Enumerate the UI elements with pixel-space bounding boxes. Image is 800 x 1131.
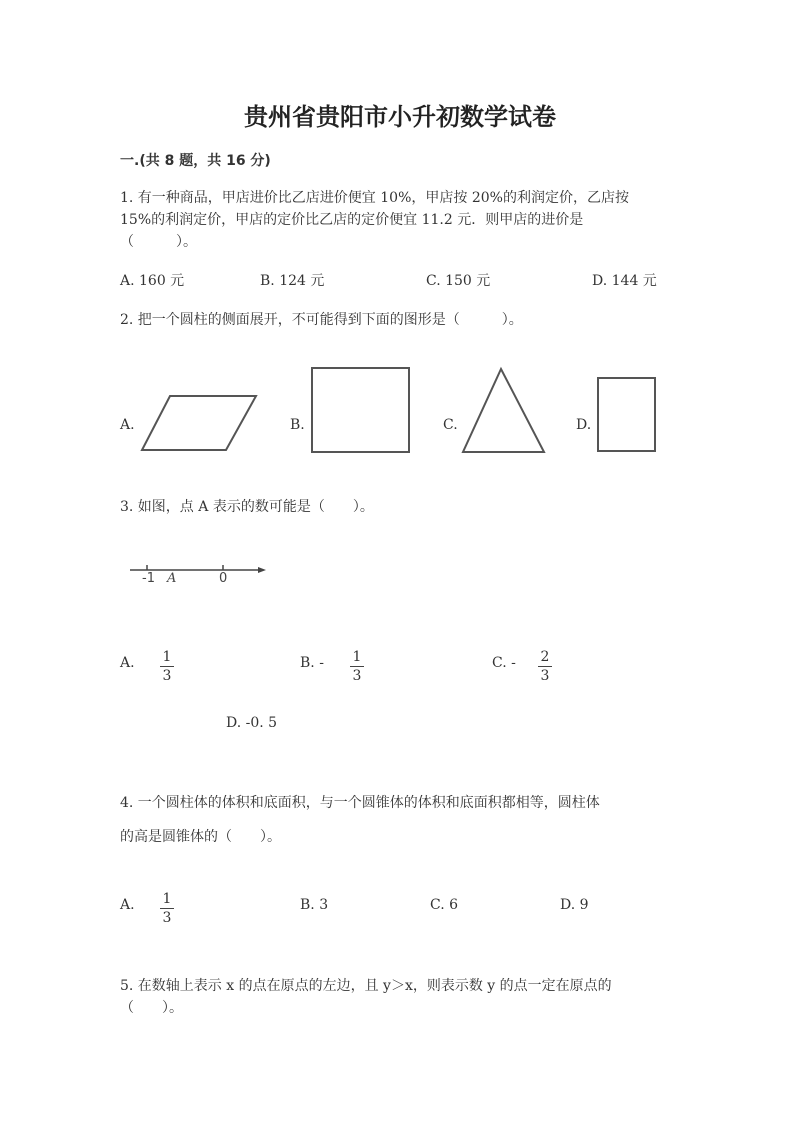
fraction-denominator: 3 [352, 668, 362, 684]
question-4-option-a-fraction [160, 891, 174, 926]
page-title: 贵州省贵阳市小升初数学试卷 [244, 103, 556, 131]
question-2-label-c: C. [443, 417, 458, 433]
number-line-label-minus-one: -1 [142, 571, 155, 586]
triangle-shape [460, 366, 548, 456]
question-4-option-b: B. 3 [300, 897, 329, 913]
number-line-label-a: A [167, 571, 177, 586]
question-3-option-a-prefix: A. [120, 655, 135, 671]
section-heading: 一.(共 8 题，共 16 分) [120, 153, 271, 169]
fraction-numerator: 1 [352, 649, 362, 665]
fraction-numerator: 1 [162, 649, 172, 665]
question-1-line-2: 15%的利润定价，甲店的定价比乙店的定价便宜 11.2 元．则甲店的进价是 [120, 212, 584, 228]
parallelogram-shape [140, 392, 260, 454]
number-line-label-zero: 0 [219, 571, 228, 586]
fraction-bar [160, 666, 174, 667]
question-4-option-a-prefix: A. [120, 897, 135, 913]
question-2-label-b: B. [290, 417, 305, 433]
question-5-line-1: 5. 在数轴上表示 x 的点在原点的左边，且 y＞x，则表示数 y 的点一定在原点的 [120, 978, 612, 994]
question-3-option-c-prefix: C. - [492, 655, 516, 671]
rectangle-shape [596, 376, 658, 454]
question-4-option-c: C. 6 [430, 897, 459, 913]
fraction-numerator: 1 [162, 891, 172, 907]
question-3-option-d: D. -0. 5 [226, 715, 278, 731]
fraction-bar [160, 908, 174, 909]
question-2-label-d: D. [576, 417, 592, 433]
question-5-line-2: （ ）。 [120, 1000, 183, 1016]
question-4-line-2: 的高是圆锥体的（ ）。 [120, 829, 281, 845]
question-3-text: 3. 如图，点 A 表示的数可能是（ ）。 [120, 499, 374, 515]
question-4-option-d: D. 9 [560, 897, 589, 913]
question-2-text: 2. 把一个圆柱的侧面展开，不可能得到下面的图形是（ ）。 [120, 312, 523, 328]
question-1-option-c: C. 150 元 [426, 273, 491, 289]
question-1-option-b: B. 124 元 [260, 273, 325, 289]
fraction-denominator: 3 [540, 668, 550, 684]
fraction-denominator: 3 [162, 910, 172, 926]
fraction-bar [538, 666, 552, 667]
fraction-denominator: 3 [162, 668, 172, 684]
question-3-option-b-prefix: B. - [300, 655, 324, 671]
question-1-option-a: A. 160 元 [120, 273, 185, 289]
question-1-line-3: （ ）。 [120, 234, 197, 250]
question-3-option-c-fraction [538, 649, 552, 684]
question-2-label-a: A. [120, 417, 135, 433]
fraction-numerator: 2 [540, 649, 550, 665]
question-4-line-1: 4. 一个圆柱体的体积和底面积，与一个圆锥体的体积和底面积都相等，圆柱体 [120, 795, 600, 811]
question-1-line-1: 1. 有一种商品，甲店进价比乙店进价便宜 10%，甲店按 20%的利润定价，乙店按 [120, 190, 629, 206]
square-shape [310, 366, 412, 454]
question-3-option-a-fraction [160, 649, 174, 684]
question-1-option-d: D. 144 元 [592, 273, 657, 289]
fraction-bar [350, 666, 364, 667]
question-3-option-b-fraction [350, 649, 364, 684]
